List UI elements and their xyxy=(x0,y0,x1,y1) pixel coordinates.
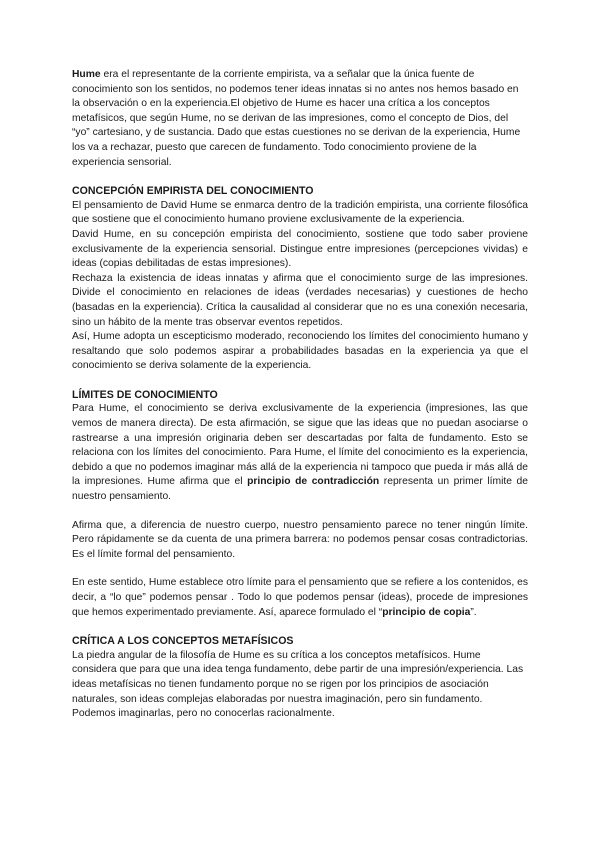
paragraph: El pensamiento de David Hume se enmarca dentro de la tradición empirista, una corriente filosófica que sostiene que el conocimiento humano proviene exclusivamente de la experiencia. xyxy=(72,199,528,226)
section-heading-limites: LÍMITES DE CONOCIMIENTO xyxy=(72,388,218,401)
paragraph xyxy=(72,576,528,620)
intro-paragraph xyxy=(72,68,528,170)
bold-term: principio de copia xyxy=(382,606,471,618)
paragraph: Así, Hume adopta un escepticismo moderado, reconociendo los límites del conocimiento humano y resaltando que solo podemos aspirar a probabilidades basadas en la experiencia ya que el conocimiento se deriva solamente de la experiencia. xyxy=(72,331,528,372)
paragraph-text: Para Hume, el conocimiento se deriva exclusivamente de la experiencia (impresiones, las que vemos de manera directa). De esta afirmación, se sigue que las ideas que no puedan asociarse o rastrearse a una impresión originaria deben ser descartadas por falta de fundamento. Esto se relaciona con los límites del conocimiento. Para Hume, el límite del conocimiento es la experiencia, debido a que no podemos imaginar más allá de la experiencia ni tampoco que pueda ir más allá de la impresiones. Hume afirma que el xyxy=(72,403,528,488)
paragraph: Rechaza la existencia de ideas innatas y afirma que el conocimiento surge de las impresiones. Divide el conocimiento en relaciones de ideas (verdades necesarias) y cuestiones de hecho (basadas en la experiencia). Crítica la causalidad al considerar que no es una conexión necesaria, sino un hábito de la mente tras observar eventos repetidos. xyxy=(72,272,528,328)
paragraph xyxy=(72,402,528,504)
paragraph-text: En este sentido, Hume establece otro límite para el pensamiento que se refiere a los contenidos, es decir, a “lo que” podemos pensar . Todo lo que podemos pensar (ideas), procede de impresiones que hemos experimentado previamente. Así, aparece formulado el “ xyxy=(72,577,528,618)
bold-term: principio de contradicción xyxy=(247,476,380,488)
paragraph-text: representa un primer límite de nuestro pensamiento. xyxy=(72,476,528,503)
paragraph: La piedra angular de la filosofía de Hume es su crítica a los conceptos metafísicos. Hume considera que para que una idea tenga fundamento, debe partir de una impresión/experiencia. Las ideas metafísicas no tienen fundamento porque no se rigen por los principios de asociación naturales, son ideas complejas elaboradas por nuestra imaginación, pero sin fundamento. Podemos imaginarlas, pero no conocerlas racionalmente. xyxy=(72,649,524,720)
intro-text: era el representante de la corriente empirista, va a señalar que la única fuente de conocimiento son los sentidos, no podemos tener ideas innatas si no antes nos hemos basado en la observación o en la experiencia.El objetivo de Hume es hacer una crítica a los conceptos metafísicos, que según Hume, no se derivan de las impresiones, como el concepto de Dios, del “yo” cartesiano, y de sustancia. Dado que estas cuestiones no se derivan de la experiencia, Hume los va a rechazar, puesto que carecen de fundamento. Todo conocimiento proviene de la experiencia sensorial. xyxy=(72,69,521,168)
paragraph: David Hume, en su concepción empirista del conocimiento, sostiene que todo saber proviene exclusivamente de la experiencia sensorial. Distingue entre impresiones (percepciones vividas) e ideas (copias debilitadas de estas impresiones). xyxy=(72,228,528,270)
document-page xyxy=(72,68,528,722)
intro-lead-word: Hume xyxy=(72,69,101,80)
section-heading-critica: CRÍTICA A LOS CONCEPTOS METAFÍSICOS xyxy=(72,635,294,648)
paragraph-text: ”. xyxy=(470,606,477,618)
section-heading-empirista: CONCEPCIÓN EMPIRISTA DEL CONOCIMIENTO xyxy=(72,185,314,198)
paragraph: Afirma que, a diferencia de nuestro cuerpo, nuestro pensamiento parece no tener ningún límite. Pero rápidamente se da cuenta de una primera barrera: no podemos pensar cosas contradictorias. Es el límite formal del pensamiento. xyxy=(72,519,528,560)
